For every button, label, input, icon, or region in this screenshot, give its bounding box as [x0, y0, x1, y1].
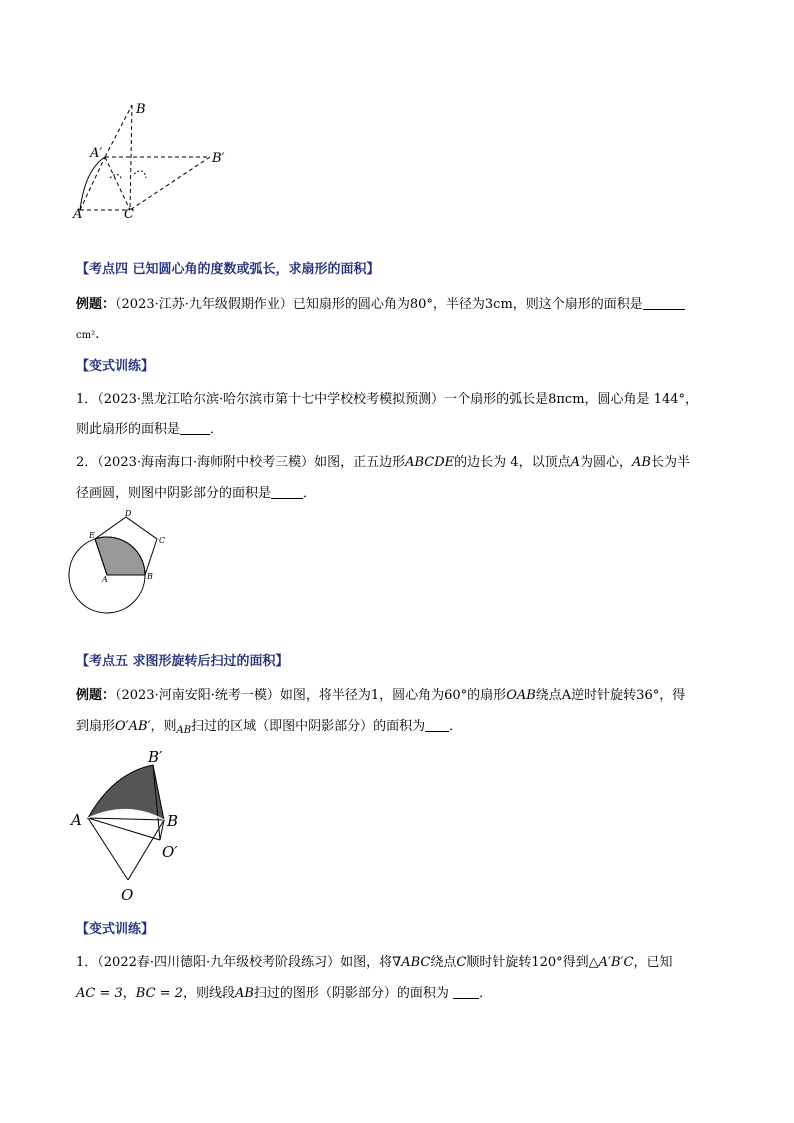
- fig1-label-A: A: [73, 207, 83, 220]
- example-text: （2023·江苏·九年级假期作业）已知扇形的圆心角为80°，半径为3cm，则这个扇形的面积是: [115, 297, 643, 312]
- fig2-label-C: C: [159, 536, 166, 545]
- unit-text: cm²: [76, 330, 96, 341]
- figure-pentagon-circle: [68, 505, 178, 615]
- answer-blank: [271, 485, 303, 499]
- fig1-label-B: B: [136, 102, 146, 117]
- fig2-label-A: A: [102, 575, 108, 584]
- section4-q1-line1: 1．（2023·黑龙江哈尔滨·哈尔滨市第十七中学校校考模拟预测）一个扇形的弧长是8πcm，圆心角是 144°，: [76, 392, 698, 407]
- section4-q2-line2: [76, 484, 316, 504]
- q2-point: A: [570, 455, 580, 470]
- section5-q1-line1: [76, 953, 672, 973]
- fig2-label-E: E: [89, 531, 95, 540]
- section4-q1-line2: [76, 420, 223, 440]
- given-BC: BC = 2: [135, 986, 183, 1001]
- arc-AB: AB: [176, 725, 192, 736]
- section4-q2-line1: [76, 453, 690, 473]
- q1-text: 扫过的图形（阴影部分）的面积为: [253, 986, 449, 1001]
- period: ．: [479, 986, 493, 1001]
- q1-text: 顺时针旋转120°得到: [466, 955, 589, 970]
- q1-text: 绕点: [430, 955, 457, 970]
- example-label: 例题：: [76, 297, 116, 312]
- example-text: 扫过的区域（即图中阴影部分）的面积为: [191, 719, 426, 734]
- section5-example-line1: [76, 686, 685, 706]
- q1-text: ，: [122, 986, 136, 1001]
- q2-text: 为圆心，: [579, 455, 632, 470]
- figure-sector-rotation: [68, 745, 198, 905]
- period: ．: [210, 422, 224, 437]
- fig1-label-B-prime: B′: [212, 151, 225, 166]
- q2-segment: AB: [631, 455, 651, 470]
- section4-variant-heading: 【变式训练】: [76, 359, 155, 374]
- q2-text: 的边长为 4，以顶点: [454, 455, 571, 470]
- figure-rotation-triangle: [70, 100, 240, 220]
- answer-blank: [180, 421, 210, 435]
- triangle-rotated: △A′B′C: [588, 955, 634, 970]
- example-text: 到扇形: [76, 719, 116, 734]
- section4-example: [76, 295, 685, 315]
- section5-variant-heading: 【变式训练】: [76, 922, 155, 937]
- example-text: ，则: [150, 719, 177, 734]
- period: ．: [449, 719, 463, 734]
- fig3-label-O: O: [121, 886, 134, 904]
- q1-text: 1．（2022春·四川德阳·九年级校考阶段练习）如图，将: [76, 955, 393, 970]
- sector-name: OAB: [506, 688, 536, 703]
- section5-example-line2: [76, 717, 462, 738]
- q2-text: 长为半: [650, 455, 690, 470]
- section5-q1-line2: [76, 984, 492, 1004]
- example-label: 例题：: [76, 688, 116, 703]
- answer-blank: [643, 296, 685, 310]
- q1-text: ，已知: [633, 955, 673, 970]
- q2-pentagon-name: ABCDE: [405, 455, 455, 470]
- fig1-label-A-prime: A′: [90, 146, 103, 161]
- fig3-label-B-prime: B′: [148, 748, 163, 766]
- q1-text: ，则线段: [182, 986, 235, 1001]
- point-C: C: [456, 955, 467, 970]
- example-text: 绕点A逆时针旋转36°，得: [535, 688, 686, 703]
- q2-text: 2．（2023·海南海口·海师附中校考三模）如图，正五边形: [76, 455, 406, 470]
- period: .: [95, 327, 100, 342]
- given-AC: AC = 3: [76, 986, 123, 1001]
- section4-example-line2: [76, 325, 99, 346]
- fig3-label-O-prime: O′: [162, 843, 178, 861]
- period: ．: [303, 486, 317, 501]
- fig1-label-C: C: [124, 207, 134, 220]
- segment-AB: AB: [234, 986, 254, 1001]
- answer-blank: [425, 718, 449, 732]
- fig2-label-B: B: [147, 572, 153, 581]
- fig3-label-A: A: [71, 811, 82, 829]
- fig2-label-D: D: [125, 509, 132, 518]
- section4-heading: 【考点四 已知圆心角的度数或弧长，求扇形的面积】: [76, 262, 380, 277]
- answer-blank: [453, 985, 479, 999]
- q1-text: 则此扇形的面积是: [76, 422, 181, 437]
- sector-name: O′AB′: [115, 719, 151, 734]
- fig3-label-B: B: [167, 812, 179, 830]
- q2-text: 径画圆，则图中阴影部分的面积是: [76, 486, 272, 501]
- example-text: （2023·河南安阳·统考一模）如图，将半径为1，圆心角为60°的扇形: [115, 688, 507, 703]
- section5-heading: 【考点五 求图形旋转后扫过的面积】: [76, 654, 289, 669]
- triangle-name: ∇ABC: [392, 955, 431, 970]
